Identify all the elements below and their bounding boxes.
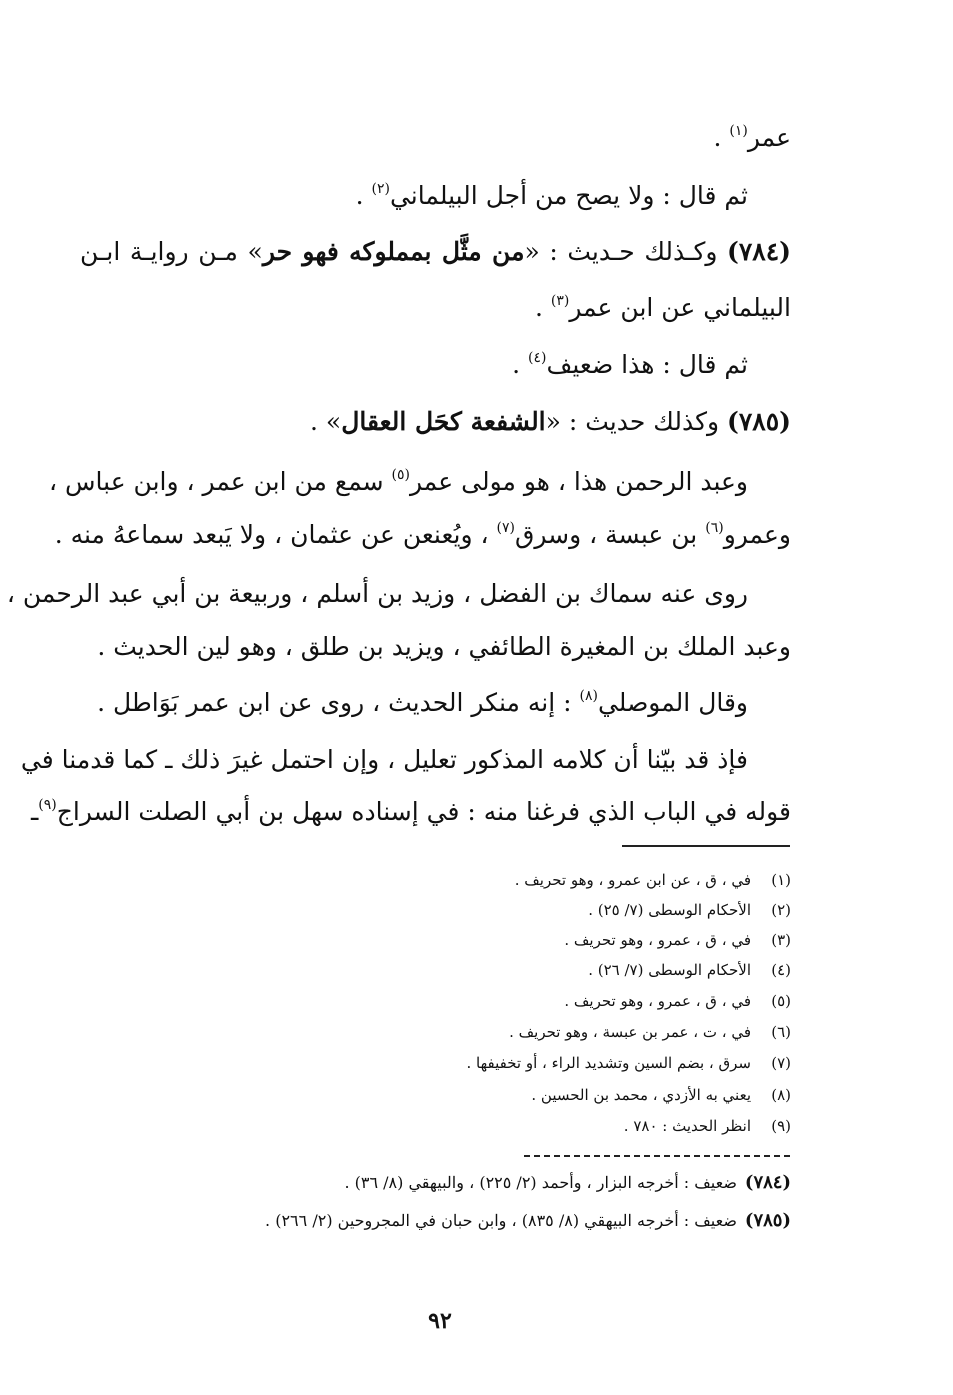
line-text: » . [310,407,342,436]
line-text: فإذ قد بيّنا أن كلامه المذكور تعليل ، وإن احتمل غيرَ ذلك ـ كما قدمنا في [20,745,748,774]
footnote-item [300,991,791,1011]
takhrij-number: (٧٨٤) [744,1172,791,1193]
footnote-number: (٥) [771,992,791,1010]
line-text: . [355,181,372,210]
footnote-ref[interactable]: (٥) [391,467,411,483]
takhrij-text: ضعيف : أخرجه البيهقي (٨/ ٨٣٥) ، وابن حبان في المجروحين (٢/ ٢٦٦) . [265,1211,737,1230]
hadith-784-line [80,232,791,272]
line-text: وقال الموصلي [597,688,748,717]
footnote-ref[interactable]: (٣) [550,293,570,309]
footnote-text: سرق ، بضم السين وتشديد الراء ، أو تخفيفها . [466,1054,751,1072]
footnote-number: (٦) [771,1023,791,1041]
takhrij-text: ضعيف : أخرجه البزار ، وأحمد (٢/ ٢٢٥) ، والبيهقي (٨/ ٣٦) . [344,1173,737,1192]
footnote-text: يعني به الأزدي ، محمد بن الحسين . [531,1086,751,1104]
footnote-number: (٢) [771,901,791,919]
paragraph-4-line-2 [30,792,791,832]
footnote-number: (٣) [771,931,791,949]
takhrij-number: (٧٨٥) [744,1210,791,1231]
footnote-text: في ، ق ، عمرو ، وهو تحريف . [564,992,751,1010]
footnote-text: انظر الحديث : ٧٨٠ . [623,1117,751,1135]
line-text: سمع من ابن عمر ، وابن عباس ، [49,467,392,496]
footnote-ref[interactable]: (٧) [496,520,515,536]
paragraph-2-line-2 [80,627,791,667]
footnote-text: الأحكام الوسطى (٧/ ٢٦) . [588,961,751,979]
footnote-number: (٤) [771,961,791,979]
footnote-item [300,900,791,920]
footnote-number: (٨) [771,1086,791,1104]
hadith-784-text: من مثَّل بمملوكه فهو حر [262,237,525,266]
line-text: . [534,293,551,322]
footnote-item [300,1022,791,1042]
hadith-785-number: (٧٨٥) [727,407,791,436]
line-text: : إنه منكر الحديث ، روى عن ابن عمر بَوَاطل . [97,688,580,717]
footnote-item [300,1053,791,1073]
takhrij-separator [524,1155,790,1157]
paragraph-3-line-1 [80,683,748,723]
footnote-item [300,960,791,980]
line-text: عمر [747,123,791,152]
footnote-item [300,930,791,950]
line-text: البيلماني عن ابن عمر [569,293,791,322]
footnote-text: في ، ق ، عن ابن عمرو ، وهو تحريف . [514,871,751,889]
footnote-number: (٧) [771,1054,791,1072]
footnote-ref[interactable]: (١) [729,123,748,139]
footnote-text: في ، ق ، عمرو ، وهو تحريف . [564,931,751,949]
line-text: ثم قال : ولا يصح من أجل البيلماني [389,181,748,210]
line-text: وعمرو [723,520,791,549]
footnote-ref[interactable]: (٢) [371,181,390,197]
line-text: وعبد الرحمن هذا ، هو مولى عمر [410,467,748,496]
footnote-item [300,1085,791,1105]
page-number: ٩٢ [428,1308,452,1334]
footnote-text: الأحكام الوسطى (٧/ ٢٥) . [588,901,751,919]
footnote-separator [622,845,790,847]
text-line-1 [80,118,791,158]
hadith-784-number: (٧٨٤) [727,237,792,266]
footnote-text: في ، ت ، عمر بن عبسة ، وهو تحريف . [509,1023,751,1041]
line-text: ـ [30,797,39,826]
line-text: . [512,350,529,379]
footnote-ref[interactable]: (٤) [528,350,547,366]
line-text: ثم قال : هذا ضعيف [546,350,748,379]
text-line-2 [80,176,748,216]
footnote-item [300,1116,791,1136]
paragraph-1-line-1 [49,462,748,502]
footnote-number: (١) [771,871,791,889]
line-text: قوله في الباب الذي فرغنا منه : في إسناده سهل بن أبي الصلت السراج [56,797,791,826]
line-text: وكـذلك حـديث : « [524,237,728,266]
paragraph-4-line-1 [20,740,748,780]
line-text: وعبد الملك بن المغيرة الطائفي ، ويزيد بن طلق ، وهو لين الحديث . [97,632,791,661]
text-line-4 [80,288,791,328]
footnote-number: (٩) [771,1117,791,1135]
takhrij-item [200,1172,791,1194]
line-text: روى عنه سماك بن الفضل ، وزيد بن أسلم ، وربيعة بن أبي عبد الرحمن ، [6,579,748,608]
hadith-785-text: الشفعة كحَل العقال [341,407,546,436]
footnote-item [300,870,791,890]
line-text: . [713,123,730,152]
line-text: » مـن روايـة ابـن [80,237,263,266]
takhrij-item [200,1210,791,1232]
paragraph-2-line-1 [6,574,748,614]
line-text: وكذلك حديث : « [545,407,728,436]
line-text: بن عبسة ، وسرق [514,520,706,549]
footnote-ref[interactable]: (٩) [38,797,57,813]
paragraph-1-line-2 [54,515,791,555]
text-line-5 [80,345,748,385]
hadith-785-line [80,402,791,442]
line-text: ، ويُعنعن عن عثمان ، ولا يَبعد سماعهُ منه . [54,520,497,549]
footnote-ref[interactable]: (٦) [705,520,724,536]
footnote-ref[interactable]: (٨) [579,688,598,704]
